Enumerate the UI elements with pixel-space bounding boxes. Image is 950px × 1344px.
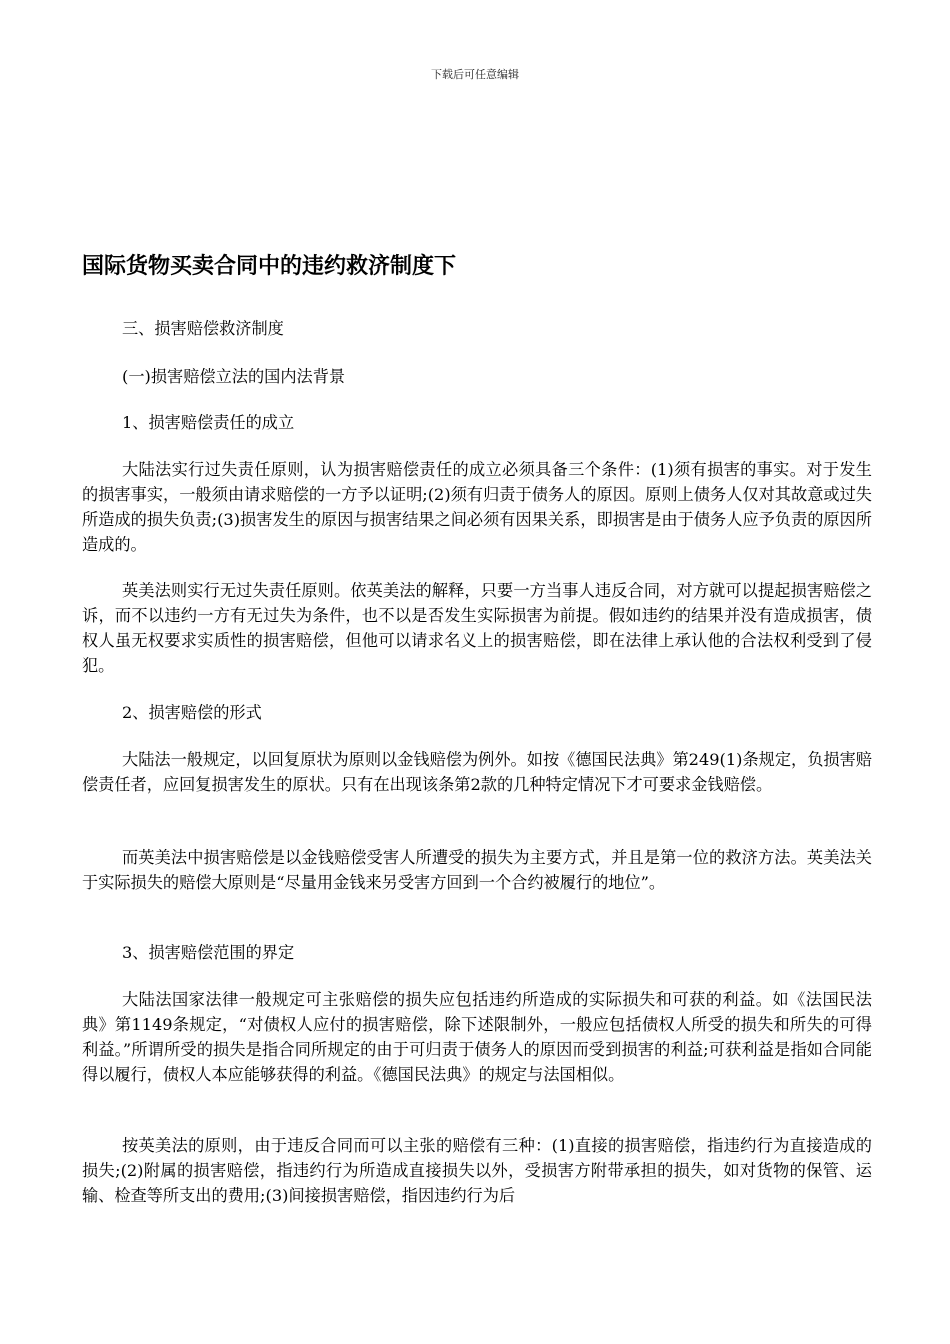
section-heading: 三、损害赔偿救济制度 xyxy=(122,319,284,338)
item1-paragraph-1: 大陆法实行过失责任原则，认为损害赔偿责任的成立必须具备三个条件：(1)须有损害的事实。对于发生的损害事实，一般须由请求赔偿的一方予以证明;(2)须有归责于债务人的原因。原则上债务人仅对其故意或过失所造成的损失负责;(3)损害发生的原因与损害结果之间必须有因果关系，即损害是由于债务人应予负责的原因所造成的。 xyxy=(82,460,872,554)
item3-paragraph-1: 大陆法国家法律一般规定可主张赔偿的损失应包括违约所造成的实际损失和可获的利益。如《法国民法典》第1149条规定，“对债权人应付的损害赔偿，除下述限制外，一般应包括债权人所受的损失和所失的可得利益。”所谓所受的损失是指合同所规定的由于可归责于债务人的原因而受到损害的利益;可获利益是指如合同能得以履行，债权人本应能够获得的利益。《德国民法典》的规定与法国相似。 xyxy=(82,990,872,1084)
item1-heading: 1、损害赔偿责任的成立 xyxy=(122,413,295,432)
item3-paragraph-2: 按英美法的原则，由于违反合同而可以主张的赔偿有三种：(1)直接的损害赔偿，指违约行为直接造成的损失;(2)附属的损害赔偿，指违约行为所造成直接损失以外，受损害方附带承担的损失，如对货物的保管、运输、检查等所支出的费用;(3)间接损害赔偿，指因违约行为后 xyxy=(82,1136,872,1205)
page-header-note: 下载后可任意编辑 xyxy=(431,68,519,81)
item3-heading: 3、损害赔偿范围的界定 xyxy=(122,943,295,962)
item2-heading: 2、损害赔偿的形式 xyxy=(122,703,262,722)
subsection-heading: (一)损害赔偿立法的国内法背景 xyxy=(122,367,346,386)
item2-paragraph-2: 而英美法中损害赔偿是以金钱赔偿受害人所遭受的损失为主要方式，并且是第一位的救济方法。英美法关于实际损失的赔偿大原则是“尽量用金钱来另受害方回到一个合约被履行的地位”。 xyxy=(82,848,872,892)
item1-paragraph-2: 英美法则实行无过失责任原则。依英美法的解释，只要一方当事人违反合同，对方就可以提起损害赔偿之诉，而不以违约一方有无过失为条件，也不以是否发生实际损害为前提。假如违约的结果并没有造成损害，债权人虽无权要求实质性的损害赔偿，但他可以请求名义上的损害赔偿，即在法律上承认他的合法权利受到了侵犯。 xyxy=(82,581,872,675)
item2-paragraph-1: 大陆法一般规定，以回复原状为原则以金钱赔偿为例外。如按《德国民法典》第249(1)条规定，负损害赔偿责任者，应回复损害发生的原状。只有在出现该条第2款的几种特定情况下才可要求金钱赔偿。 xyxy=(82,750,872,794)
document-title: 国际货物买卖合同中的违约救济制度下 xyxy=(82,254,457,279)
